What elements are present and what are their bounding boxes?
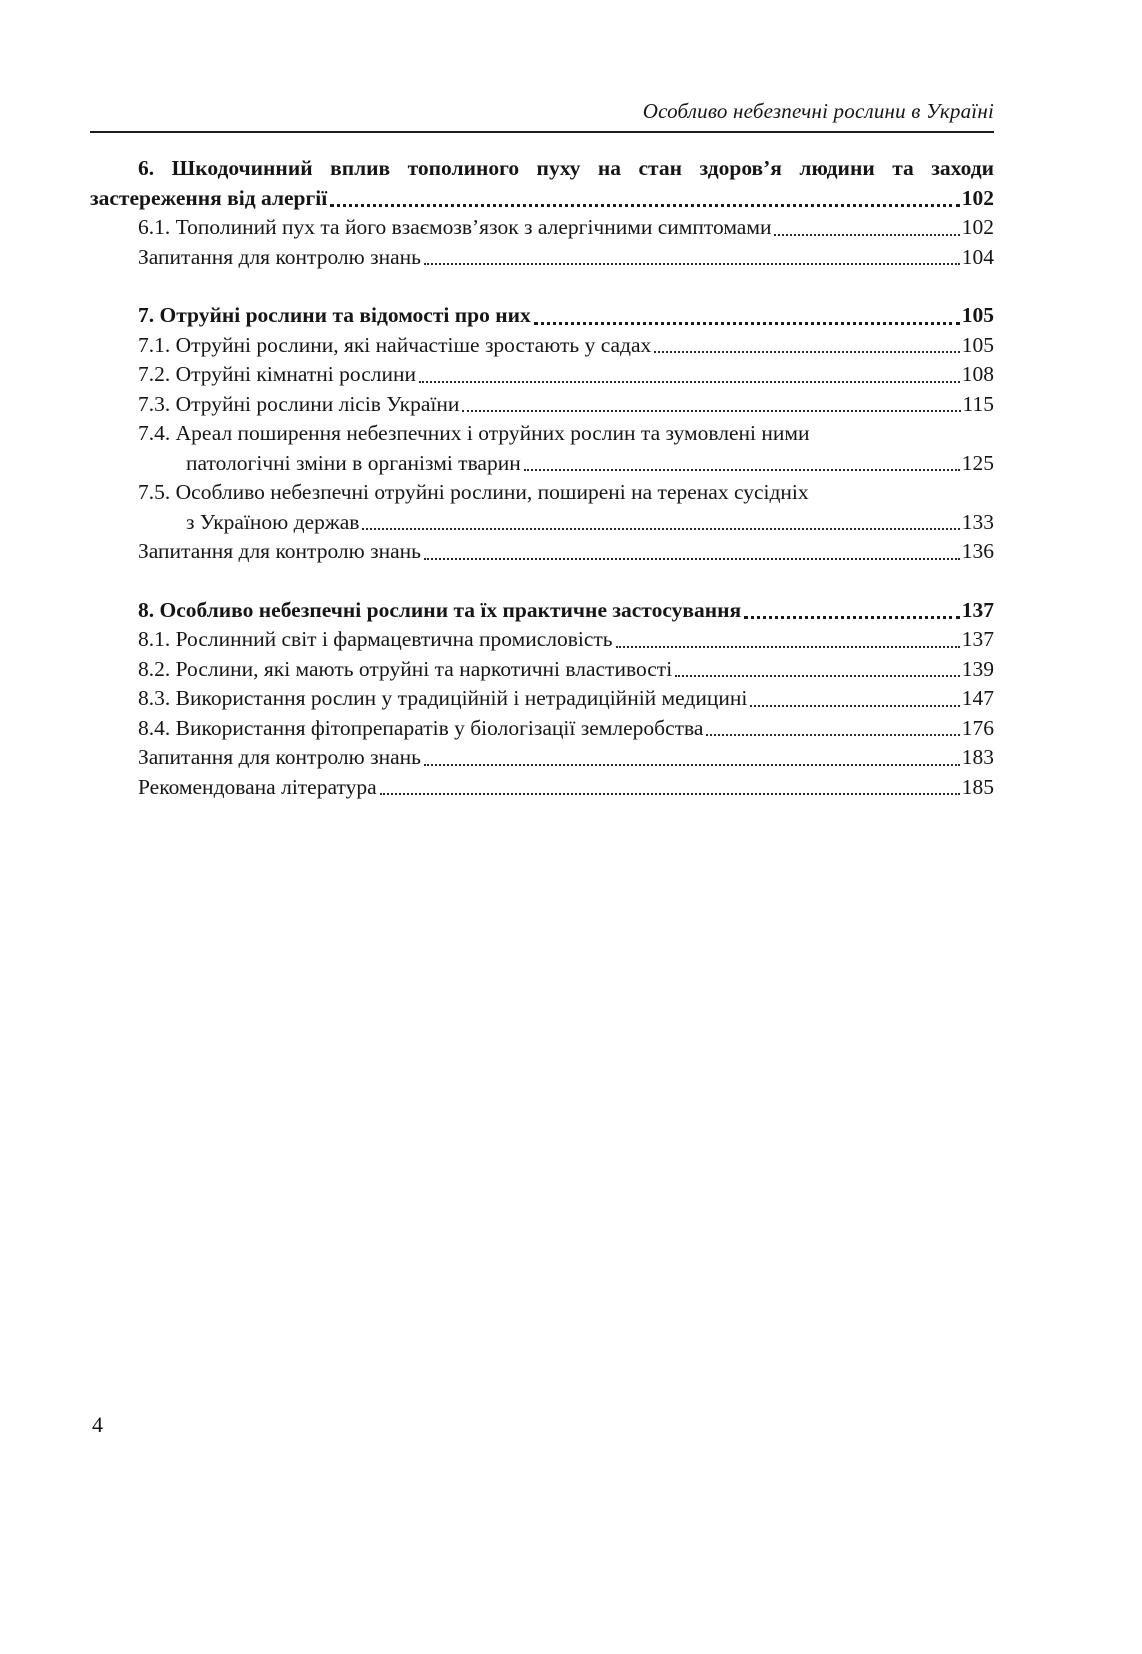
toc-entry-7-4-line1 — [90, 419, 994, 449]
toc-entry-title: 8.3. Використання рослин у традиційній і нетрадиційній медицині — [138, 686, 748, 710]
toc-page-number: 137 — [961, 597, 994, 622]
toc-entry-title: 8.4. Використання фітопрепаратів у біологізації землеробства — [138, 715, 704, 740]
toc-page-number: 104 — [961, 244, 994, 269]
toc-entry-title: 7.2. Отруйні кімнатні рослини — [138, 362, 416, 386]
toc-entry-6-line2 — [90, 184, 994, 214]
toc-page-number: 105 — [961, 332, 994, 357]
toc-page-number: 102 — [961, 215, 994, 239]
running-title: Особливо небезпечні рослини в Україні — [642, 99, 994, 123]
page-number: 4 — [92, 1412, 103, 1437]
toc-page-number: 102 — [961, 185, 994, 210]
toc-entry-title: 8.1. Рослинний світ і фармацевтична промисловість — [138, 627, 613, 651]
toc-entry-7 — [90, 301, 994, 331]
toc-entry-title: 7. Отруйні рослини та відомості про них — [138, 303, 531, 327]
page-header — [90, 98, 994, 133]
toc-page-number: 176 — [961, 715, 994, 740]
toc-entry-title: 6.1. Тополиний пух та його взаємозв’язок з алергічними симптомами — [138, 215, 772, 239]
toc-entry-questions-6 — [90, 243, 994, 273]
dot-leader — [524, 469, 960, 471]
dot-leader — [419, 381, 960, 383]
toc-entry-7-3 — [90, 390, 994, 420]
toc-page-number: 183 — [961, 745, 994, 769]
dot-leader — [706, 734, 959, 736]
dot-leader — [362, 528, 959, 530]
toc-entry-8 — [90, 596, 994, 626]
dot-leader — [774, 234, 959, 236]
toc-entry-title: 7.5. Особливо небезпечні отруйні рослини, поширені на теренах сусідніх — [138, 480, 809, 504]
toc-page-number: 136 — [961, 539, 994, 563]
toc-page-number: 137 — [961, 627, 994, 651]
toc-entry-recommended-literature — [90, 773, 994, 803]
toc-page-number: 139 — [961, 656, 994, 681]
table-of-contents — [90, 154, 994, 802]
toc-entry-8-4 — [90, 714, 994, 744]
dot-leader — [534, 322, 960, 325]
toc-entry-title: 7.1. Отруйні рослини, які найчастіше зростають у садах — [138, 332, 652, 357]
toc-page-number: 108 — [961, 362, 994, 386]
toc-entry-title: з Україною держав — [186, 509, 360, 534]
dot-leader — [424, 764, 960, 766]
toc-entry-title: застереження від алергії — [90, 185, 328, 210]
dot-leader — [616, 646, 960, 648]
toc-page-number: 115 — [962, 391, 994, 416]
toc-page-number: 147 — [961, 686, 994, 710]
toc-page-number: 133 — [961, 509, 994, 534]
toc-entry-title: 8.2. Рослини, які мають отруйні та наркотичні властивості — [138, 656, 673, 681]
toc-entry-7-4-line2 — [90, 449, 994, 479]
toc-entry-8-1 — [90, 625, 994, 655]
toc-entry-questions-7 — [90, 537, 994, 567]
toc-entry-title: Рекомендована література — [138, 774, 377, 799]
toc-entry-title: 8. Особливо небезпечні рослини та їх практичне застосування — [138, 597, 742, 622]
toc-entry-7-5-line2 — [90, 508, 994, 538]
toc-page-number: 185 — [961, 774, 994, 799]
toc-entry-7-5-line1 — [90, 478, 994, 508]
dot-leader — [750, 705, 959, 707]
toc-entry-title: Запитання для контролю знань — [138, 539, 421, 563]
toc-entry-6-line1 — [90, 154, 994, 184]
dot-leader — [462, 410, 960, 412]
toc-entry-title: патологічні зміни в організмі тварин — [186, 450, 521, 475]
toc-entry-7-1 — [90, 331, 994, 361]
dot-leader — [424, 263, 960, 265]
toc-entry-6-1 — [90, 213, 994, 243]
toc-entry-8-3 — [90, 684, 994, 714]
toc-entry-title: 7.4. Ареал поширення небезпечних і отруйних рослин та зумовлені ними — [138, 421, 810, 445]
toc-entry-title: Запитання для контролю знань — [138, 745, 421, 769]
toc-page-number: 125 — [961, 450, 994, 475]
dot-leader — [330, 204, 960, 207]
header-rule — [90, 131, 994, 133]
dot-leader — [380, 793, 960, 795]
dot-leader — [654, 351, 959, 353]
toc-entry-title: 7.3. Отруйні рослини лісів України — [138, 391, 460, 416]
dot-leader — [424, 558, 960, 560]
dot-leader — [744, 616, 960, 619]
toc-entry-title: Запитання для контролю знань — [138, 244, 421, 269]
toc-entry-8-2 — [90, 655, 994, 685]
toc-page-number: 105 — [961, 303, 994, 327]
toc-entry-questions-8 — [90, 743, 994, 773]
toc-entry-title: 6. Шкодочинний вплив тополиного пуху на стан здоров’я людини та заходи — [138, 156, 994, 180]
dot-leader — [675, 675, 960, 677]
toc-entry-7-2 — [90, 360, 994, 390]
